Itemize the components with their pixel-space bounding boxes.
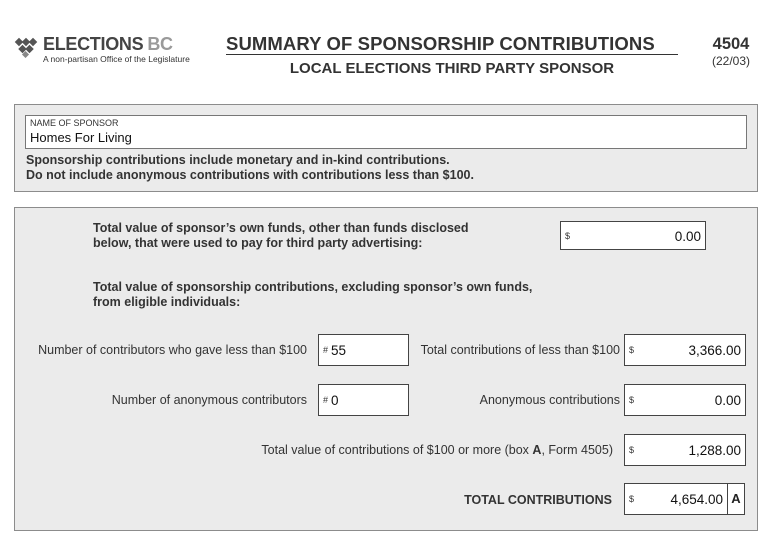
- total-100-more-field[interactable]: [624, 434, 746, 466]
- dollar-prefix: $: [629, 445, 635, 455]
- own-funds-amount: 0.00: [674, 229, 701, 244]
- num-anon-field[interactable]: [318, 384, 409, 416]
- num-anon-value: 0: [331, 393, 339, 408]
- form-subtitle: LOCAL ELECTIONS THIRD PARTY SPONSOR: [289, 60, 615, 77]
- sponsor-note-line-2: Do not include anonymous contributions with contributions less than $100.: [26, 168, 474, 182]
- sponsor-note-line-1: Sponsorship contributions include monetary and in-kind contributions.: [26, 153, 450, 167]
- total-contributions-amount: 4,654.00: [670, 492, 723, 507]
- hash-prefix: #: [323, 345, 329, 355]
- num-less-100-value: 55: [331, 343, 347, 358]
- total-contributions-field[interactable]: [624, 483, 728, 515]
- elections-bc-logo: [14, 34, 199, 68]
- num-less-100-field[interactable]: [318, 334, 409, 366]
- title-underline: [226, 54, 678, 55]
- sponsor-name-field[interactable]: [25, 115, 747, 149]
- anon-contributions-amount: 0.00: [714, 393, 741, 408]
- num-anon-label: Number of anonymous contributors: [111, 393, 307, 407]
- total-less-100-field[interactable]: [624, 334, 746, 366]
- total-100-more-amount: 1,288.00: [688, 443, 741, 458]
- dollar-prefix: $: [629, 395, 635, 405]
- total-less-100-label: Total contributions of less than $100: [420, 343, 620, 357]
- eligible-question-line-1: Total value of sponsorship contributions, excluding sponsor’s own funds,: [93, 280, 533, 294]
- logo-wordmark: ELECTIONS BC: [43, 34, 173, 54]
- sponsor-name-label: NAME OF SPONSOR: [30, 118, 119, 128]
- total-contributions-label: TOTAL CONTRIBUTIONS: [464, 493, 612, 507]
- dollar-prefix: $: [629, 345, 635, 355]
- dollar-prefix: $: [629, 494, 635, 504]
- form-title: SUMMARY OF SPONSORSHIP CONTRIBUTIONS: [226, 33, 655, 54]
- sponsor-name-value[interactable]: Homes For Living: [30, 130, 132, 145]
- logo-mark-icon: [14, 36, 42, 58]
- logo-tagline: A non-partisan Office of the Legislature: [43, 54, 190, 64]
- own-funds-amount-field[interactable]: [560, 221, 706, 250]
- eligible-question-line-2: from eligible individuals:: [93, 295, 241, 309]
- total-less-100-amount: 3,366.00: [688, 343, 741, 358]
- num-less-100-label: Number of contributors who gave less than $100: [38, 343, 307, 357]
- dollar-prefix: $: [565, 231, 571, 241]
- form-number: 4504: [712, 35, 750, 53]
- anon-contributions-field[interactable]: [624, 384, 746, 416]
- anon-contributions-label: Anonymous contributions: [479, 393, 620, 407]
- form-version: (22/03): [711, 54, 751, 68]
- own-funds-question-line-2: below, that were used to pay for third party advertising:: [93, 236, 423, 250]
- box-a-marker: A: [727, 483, 745, 515]
- own-funds-question-line-1: Total value of sponsor’s own funds, other than funds disclosed: [93, 221, 469, 235]
- total-100-more-label: Total value of contributions of $100 or more (box A, Form 4505): [261, 443, 613, 457]
- hash-prefix: #: [323, 395, 329, 405]
